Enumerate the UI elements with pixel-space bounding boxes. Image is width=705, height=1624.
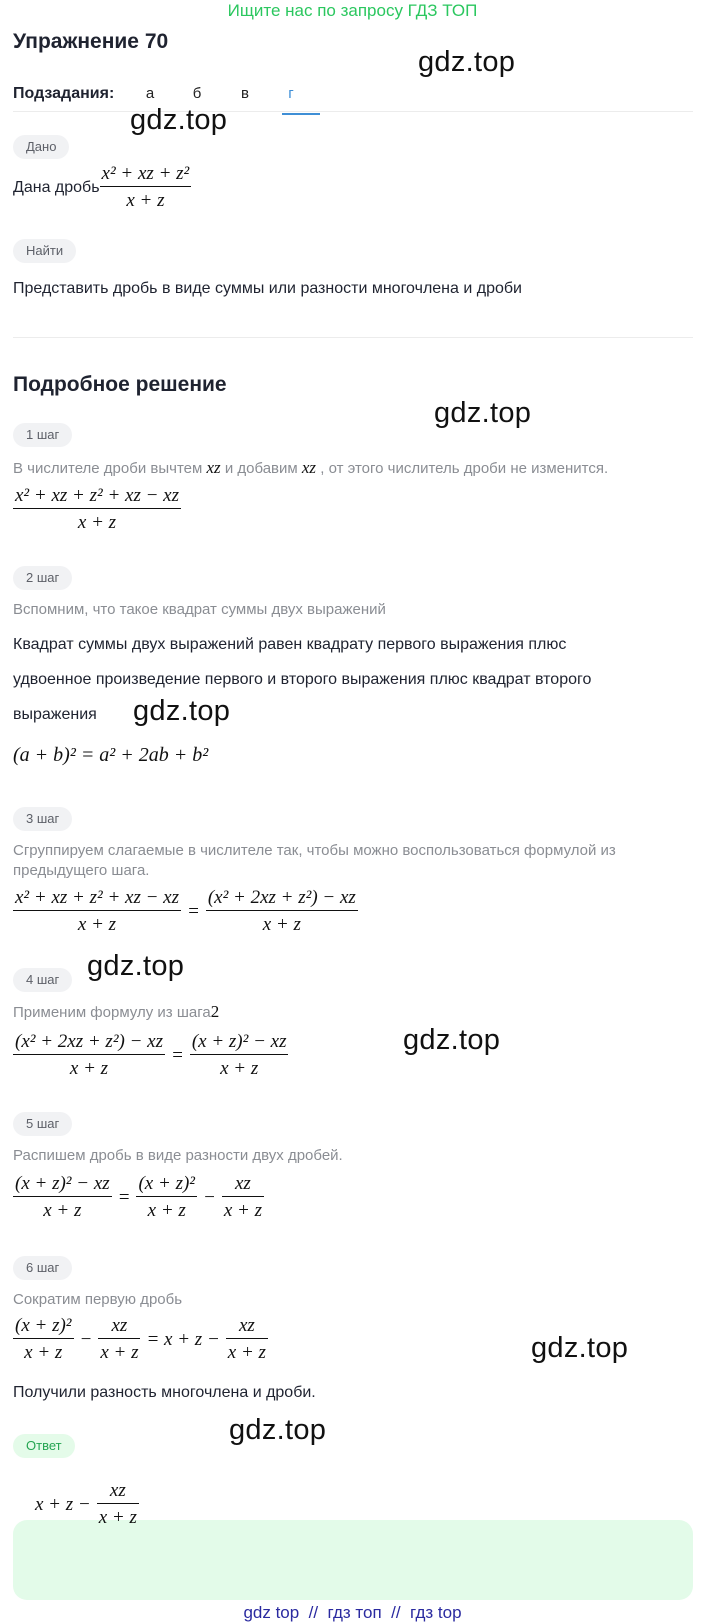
step-6-chip: 6 шаг — [13, 1256, 72, 1280]
page-title: Упражнение 70 — [13, 30, 169, 53]
step-text: Применим формулу из шага — [13, 1004, 211, 1021]
answer-formula — [35, 1480, 139, 1529]
math-expression: x + z − — [35, 1493, 91, 1515]
fraction-numerator: x² + xz + z² + xz − xz — [13, 887, 181, 911]
step-2-desc: Вспомним, что такое квадрат суммы двух выражений — [13, 601, 386, 618]
watermark: gdz.top — [87, 950, 185, 982]
fraction-numerator: (x + z)² − xz — [13, 1173, 112, 1197]
math-var: xz — [206, 458, 221, 477]
fraction-numerator: xz — [97, 1480, 139, 1504]
fraction — [206, 887, 358, 936]
solution-title: Подробное решение — [13, 373, 227, 396]
fraction-denominator: x + z — [98, 1507, 137, 1528]
answer-chip: Ответ — [13, 1434, 75, 1458]
step-1-formula — [13, 485, 181, 534]
step-2-body-line: удвоенное произведение первого и второго выражения плюс квадрат второго — [13, 671, 592, 688]
fraction — [13, 887, 181, 936]
fraction — [97, 1480, 139, 1529]
search-banner[interactable]: Ищите нас по запросу ГДЗ ТОП — [227, 1, 478, 20]
math-number: 2 — [210, 1002, 220, 1021]
fraction-numerator: xz — [222, 1173, 264, 1197]
step-text: , от этого числитель дроби не изменится. — [320, 460, 609, 477]
given-fraction — [100, 163, 192, 212]
fraction-numerator: (x² + 2xz + z²) − xz — [206, 887, 358, 911]
fraction-denominator: x + z — [126, 190, 165, 211]
tab-b[interactable]: б — [192, 85, 202, 102]
fraction-numerator: xz — [226, 1315, 268, 1339]
step-1-desc — [13, 458, 608, 478]
fraction — [13, 1315, 74, 1364]
watermark: gdz.top — [133, 695, 231, 727]
fraction-denominator: x + z — [223, 1200, 262, 1221]
tab-a[interactable]: а — [145, 85, 155, 102]
fraction — [226, 1315, 268, 1364]
fraction-denominator: x + z — [147, 1200, 186, 1221]
fraction-denominator: x + z — [227, 1342, 266, 1363]
watermark: gdz.top — [229, 1414, 327, 1446]
fraction-denominator: x + z — [100, 1342, 139, 1363]
subtasks-label: Подзадания: — [13, 85, 115, 102]
step-2-body-line: Квадрат суммы двух выражений равен квадрату первого выражения плюс — [13, 636, 567, 653]
fraction-denominator: x + z — [77, 512, 117, 533]
equals-sign: = — [171, 1044, 184, 1066]
find-text: Представить дробь в виде суммы или разности многочлена и дроби — [13, 280, 522, 297]
fraction — [98, 1315, 140, 1364]
given-text: Дана дробь — [13, 178, 100, 196]
step-text: и добавим — [224, 460, 298, 477]
math-expression: = x + z − — [146, 1328, 220, 1350]
math-var: xz — [301, 458, 317, 477]
fraction-denominator: x + z — [43, 1200, 82, 1221]
footer-links[interactable]: gdz top // гдз топ // гдз top — [243, 1603, 462, 1622]
watermark: gdz.top — [531, 1332, 629, 1364]
watermark: gdz.top — [130, 104, 228, 136]
answer-box — [13, 1520, 693, 1600]
equals-sign: = — [117, 1186, 131, 1208]
watermark: gdz.top — [403, 1024, 501, 1056]
step-5-formula — [13, 1173, 264, 1222]
active-tab-indicator — [282, 113, 320, 115]
fraction — [190, 1031, 289, 1080]
fraction-denominator: x + z — [262, 914, 301, 935]
step-4-chip: 4 шаг — [13, 968, 72, 992]
fraction-numerator: (x + z)² — [13, 1315, 74, 1339]
step-2-chip: 2 шаг — [13, 566, 72, 590]
minus-sign: − — [79, 1328, 93, 1350]
fraction-denominator: x + z — [69, 1058, 109, 1079]
step-6-conclusion: Получили разность многочлена и дроби. — [13, 1384, 316, 1401]
fraction-denominator: x + z — [77, 914, 117, 935]
fraction-numerator: (x + z)² − xz — [190, 1031, 289, 1055]
fraction-numerator: x² + xz + z² + xz − xz — [13, 485, 181, 509]
step-3-chip: 3 шаг — [13, 807, 72, 831]
step-6-formula — [13, 1315, 268, 1364]
watermark: gdz.top — [418, 46, 516, 78]
step-4-formula — [13, 1031, 288, 1080]
step-3-desc: предыдущего шага. — [13, 862, 150, 879]
tab-g[interactable]: г — [288, 85, 294, 102]
tab-v[interactable]: в — [241, 85, 249, 102]
fraction-numerator: xz — [98, 1315, 140, 1339]
equals-sign: = — [187, 900, 200, 922]
step-2-formula: (a + b)² = a² + 2ab + b² — [13, 744, 209, 766]
step-text: В числителе дроби вычтем — [13, 460, 203, 477]
fraction — [222, 1173, 264, 1222]
step-6-desc: Сократим первую дробь — [13, 1291, 183, 1308]
given-row — [13, 163, 191, 212]
step-5-chip: 5 шаг — [13, 1112, 72, 1136]
step-4-desc — [13, 1002, 219, 1022]
given-chip: Дано — [13, 135, 69, 159]
step-2-body-line: выражения — [13, 706, 97, 723]
fraction — [13, 485, 181, 534]
fraction-denominator: x + z — [220, 1058, 259, 1079]
fraction-numerator: x² + xz + z² — [100, 163, 192, 187]
fraction — [136, 1173, 197, 1222]
fraction — [13, 1173, 112, 1222]
step-5-desc: Распишем дробь в виде разности двух дробей. — [13, 1147, 343, 1164]
fraction-numerator: (x + z)² — [136, 1173, 197, 1197]
fraction — [13, 1031, 165, 1080]
step-3-formula — [13, 887, 358, 936]
step-3-desc: Сгруппируем слагаемые в числителе так, чтобы можно воспользоваться формулой из — [13, 842, 616, 859]
minus-sign: − — [202, 1186, 216, 1208]
watermark: gdz.top — [434, 397, 532, 429]
step-1-chip: 1 шаг — [13, 423, 72, 447]
fraction-numerator: (x² + 2xz + z²) − xz — [13, 1031, 165, 1055]
divider — [13, 111, 693, 112]
find-chip: Найти — [13, 239, 76, 263]
fraction-denominator: x + z — [24, 1342, 63, 1363]
divider — [13, 337, 693, 338]
